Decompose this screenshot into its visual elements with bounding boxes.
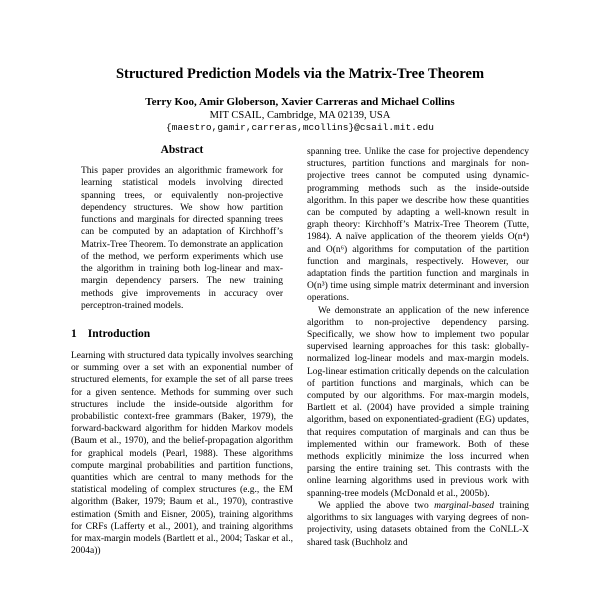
authors-line: Terry Koo, Amir Globerson, Xavier Carreras and Michael Collins (145, 96, 455, 108)
introduction-paragraph: Learning with structured data typically involves searching or summing over a set with an exponential number of structured elements, for example the set of all parse trees for a given sentence. Methods for summing over such structures include the inside-outside algorithm for probabilistic context-free grammars (Baker, 1979), the forward-backward algorithm for hidden Markov models (Baum et al., 1970), and the belief-propagation algorithm for graphical models (Pearl, 1988). These algorithms compute marginal probabilities and partition functions, quantities which are central to many methods for the statistical modeling of complex structures (e.g., the EM algorithm (Baker, 1979; Baum et al., 1970), contrastive estimation (Smith and Eisner, 2005), training algorithms for CRFs (Lafferty et al., 2001), and training algorithms for max-margin models (Bartlett et al., 2004; Taskar et al., 2004a)) (71, 351, 293, 557)
continuation-paragraph: spanning tree. Unlike the case for projective dependency structures, partition functions and marginals for non-projective trees cannot be computed using dynamic-programming methods such as the inside-outside algorithm. In this paper we describe how these quantities can be computed by adapting a well-known result in graph theory: Kirchhoff’s Matrix-Tree Theorem (Tutte, 1984). A naïve application of the theorem yields O(n⁴) and O(n⁶) algorithms for computation of the partition function and marginals, respectively. However, our adaptation finds the partition function and marginals in O(n³) time using simple matrix determinant and inversion operations. (307, 147, 529, 304)
abstract-body: This paper provides an algorithmic framework for learning statistical models involving directed spanning trees, or equivalently non-projective dependency structures. We show how partition functions and marginals for directed spanning trees can be computed by an adaptation of Kirchhoff’s Matrix-Tree Theorem. To demonstrate an application of the method, we perform experiments which use the algorithm in training both log-linear and max-margin dependency parsers. The new training methods give improvements in accuracy over perceptron-trained models. (81, 166, 283, 311)
two-column-body (71, 144, 529, 557)
section-title: Introduction (87, 328, 151, 340)
applied-paragraph-italic-term: marginal-based (434, 500, 494, 511)
applied-paragraph-pre: We applied the above two (318, 500, 435, 511)
email-line: {maestro,gamir,carreras,mcollins}@csail.mit.edu (166, 122, 434, 133)
right-column (307, 144, 529, 557)
applied-paragraph-post: training algorithms to six languages with varying degrees of non-projectivity, using datasets obtained from the CoNLL-X shared task (Buchholz and (307, 500, 529, 548)
paper-title: Structured Prediction Models via the Matrix-Tree Theorem (115, 66, 485, 82)
demonstration-paragraph: We demonstrate an application of the new inference algorithm to non-projective dependency parsing. Specifically, we show how to implement two popular supervised learning approaches for this task: globally-normalized log-linear models and max-margin models. Log-linear estimation critically depends on the calculation of partition functions and marginals, which can be computed by our algorithms. For max-margin models, Bartlett et al. (2004) have provided a simple training algorithm, based on exponentiated-gradient (EG) updates, that requires computation of marginals and can thus be implemented within our framework. Both of these methods explicitly minimize the loss incurred when parsing the entire training set. This contrasts with the online learning algorithms used in previous work with spanning-tree models (McDonald et al., 2005b). (307, 305, 529, 499)
applied-paragraph (307, 500, 529, 549)
abstract-heading: Abstract (160, 144, 204, 156)
section-number: 1 (71, 328, 77, 340)
left-column (71, 144, 293, 557)
affiliation-line: MIT CSAIL, Cambridge, MA 02139, USA (209, 110, 391, 121)
introduction-heading (71, 328, 293, 341)
